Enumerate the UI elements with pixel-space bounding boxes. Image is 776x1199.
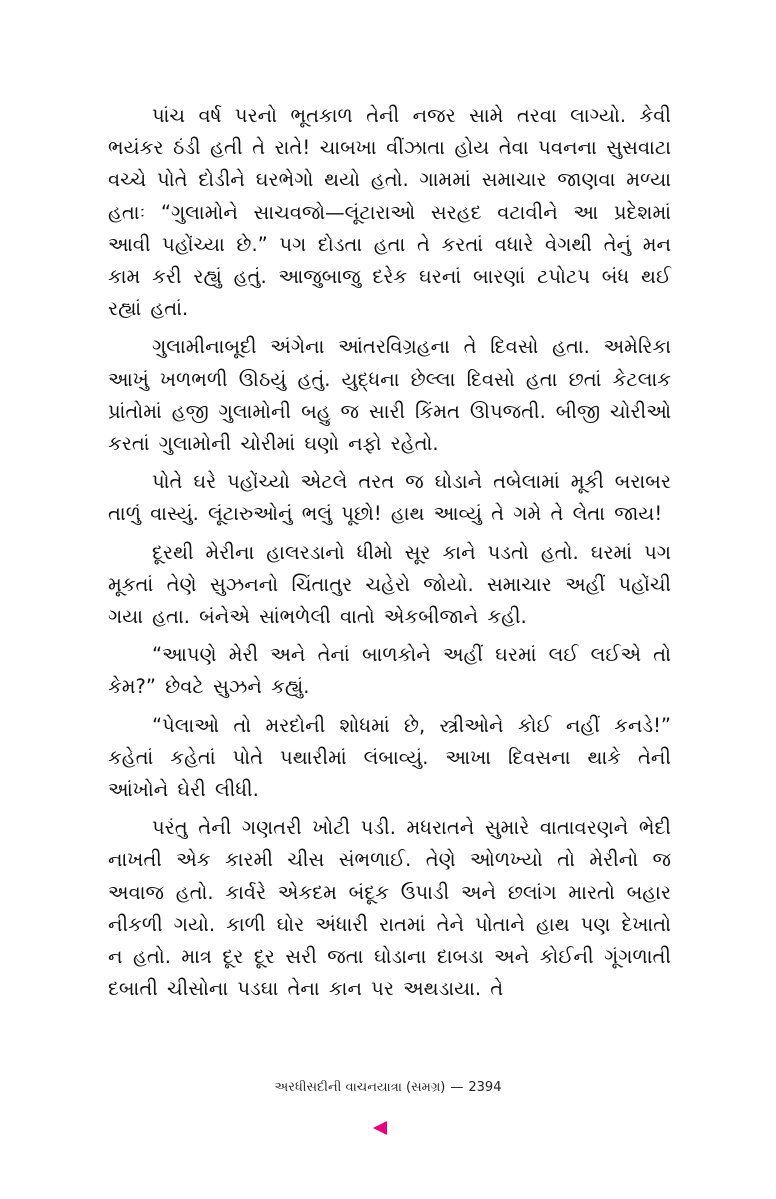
footer-separator: — [450, 1080, 464, 1095]
paragraph-1: પાંચ વર્ષ પરનો ભૂતકાળ તેની નજર સામે તરવા લાગ્યો. કેવી ભયંકર ઠંડી હતી તે રાતે! ચાબખા વીંઝાતા હોય તેવા પવનના સુસવાટા વચ્ચે પોતે દોડીને ઘરભેગો થયો હતો. ગામમાં સમાચાર જાણવા મળ્યા હતાઃ “ગુલામોને સાચવજો—લૂંટારાઓ સરહદ વટાવીને આ પ્રદેશમાં આવી પહોંચ્યા છે.” પગ દોડતા હતા તે કરતાં વધારે વેગથી તેનું મન કામ કરી રહ્યું હતું. આજુબાજુ દરેક ઘરનાં બારણાં ટપોટપ બંધ થઈ રહ્યાં હતાં. [108, 104, 671, 321]
paragraph-7: પરંતુ તેની ગણતરી ખોટી પડી. મધરાતને સુમારે વાતાવરણને ભેદી નાખતી એક કારમી ચીસ સંભળાઈ. તેણે ઓળખ્યો તો મેરીનો જ અવાજ હતો. કાર્વરે એકદમ બંદૂક ઉપાડી અને છલાંગ મારતો બહાર નીકળી ગયો. કાળી ઘોર અંધારી રાતમાં તેને પોતાને હાથ પણ દેખાતો ન હતો. માત્ર દૂર દૂર સરી જતા ઘોડાના દાબડા અને કોઈની ગૂંગળાતી દબાતી ચીસોના પડઘા તેના કાન પર અથડાયા. તે [108, 816, 671, 1001]
paragraph-5: “આપણે મેરી અને તેનાં બાળકોને અહીં ઘરમાં લઈ લઈએ તો કેમ?” છેવટે સુઝને કહ્યું. [108, 643, 671, 699]
paragraph-6: “પેલાઓ તો મરદોની શોધમાં છે, સ્ત્રીઓને કોઈ નહીં કનડે!” કહેતાં કહેતાં પોતે પથારીમાં લંબાવ્યું. આખા દિવસના થાકે તેની આંખોને ઘેરી લીધી. [108, 713, 671, 802]
triangle-left-icon[interactable] [373, 1121, 387, 1135]
paragraph-4: દૂરથી મેરીના હાલરડાનો ધીમો સૂર કાને પડતો હતો. ઘરમાં પગ મૂકતાં તેણે સુઝનનો ચિંતાતુર ચહેરો જોયો. સમાચાર અહીં પહોંચી ગયા હતા. બંનેએ સાંભળેલી વાતો એકબીજાને કહી. [108, 540, 671, 629]
page-footer [0, 1080, 776, 1095]
paragraph-3: પોતે ઘરે પહોંચ્યો એટલે તરત જ ઘોડાને તબેલામાં મૂકી બરાબર તાળું વાસ્યું. લૂંટારુઓનું ભલું પૂછો! હાથ આવ્યું તે ગમે તે લેતા જાય! [108, 470, 671, 526]
paragraph-2: ગુલામીનાબૂદી અંગેના આંતરવિગ્રહના તે દિવસો હતા. અમેરિકા આખું ખળભળી ઊઠયું હતું. યુદ્ધના છેલ્લા દિવસો હતા છતાં કેટલાક પ્રાંતોમાં હજી ગુલામોની બહુ જ સારી કિંમત ઊપજતી. બીજી ચોરીઓ કરતાં ગુલામોની ચોરીમાં ઘણો નફો રહેતો. [108, 335, 671, 456]
footer-page-number: 2394 [468, 1080, 502, 1095]
page-body [108, 100, 671, 1011]
footer-book-title: અરધીસદીની વાચનયાત્રા (સમગ્ર) [274, 1080, 446, 1095]
